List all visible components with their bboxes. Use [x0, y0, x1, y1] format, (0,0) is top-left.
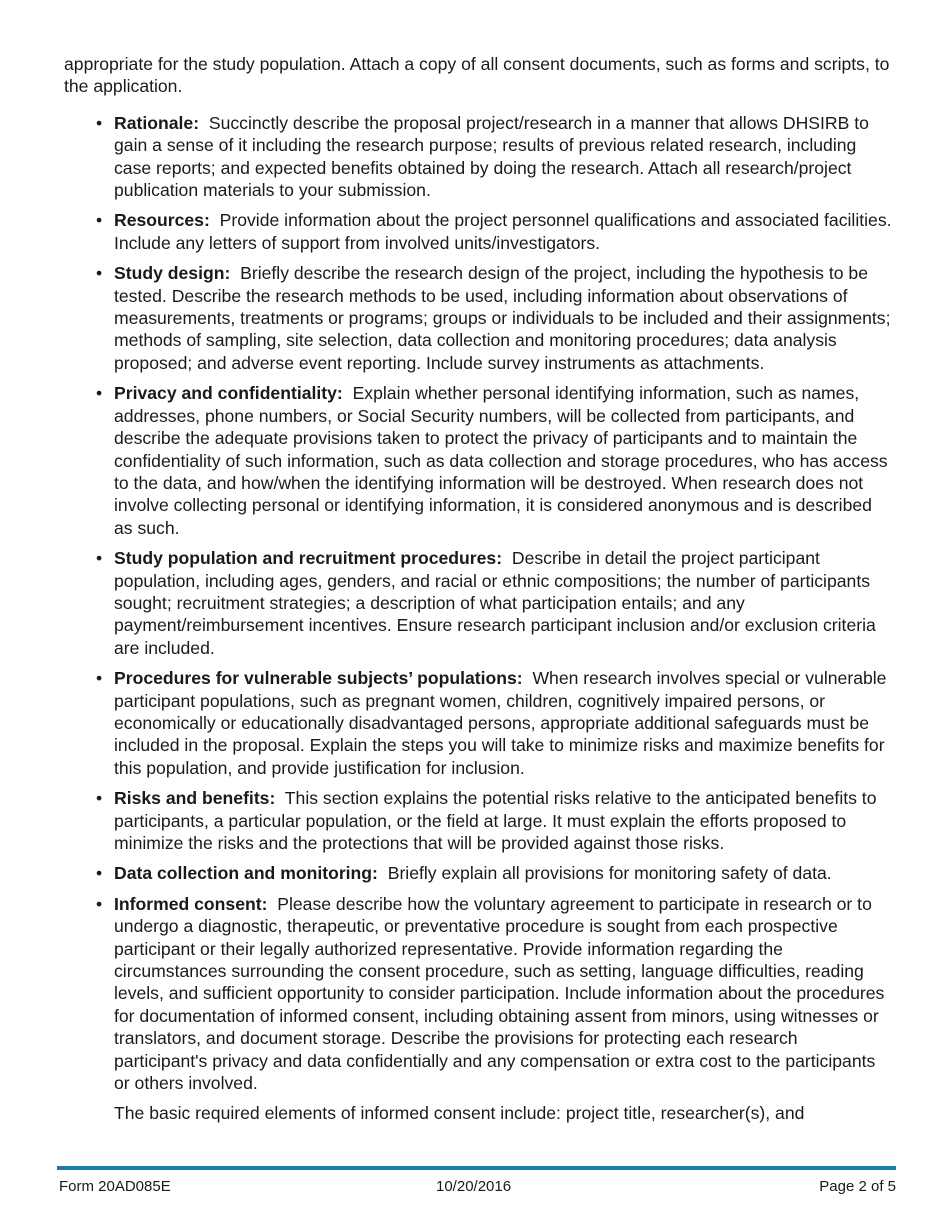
item-term: Procedures for vulnerable subjects’ populations:	[114, 668, 523, 689]
intro-paragraph: appropriate for the study population. Attach a copy of all consent documents, such as forms and scripts, to the application.	[64, 54, 890, 97]
item-term: Informed consent:	[114, 893, 268, 914]
list-item-informed-consent	[114, 893, 894, 1095]
item-term: Study design:	[114, 263, 231, 284]
item-term: Data collection and monitoring:	[114, 863, 378, 884]
list-item-study-population	[114, 547, 894, 659]
list-item-vulnerable-subjects	[114, 667, 894, 779]
list-item-resources	[114, 209, 894, 254]
page-content	[64, 53, 894, 1125]
item-term: Risks and benefits:	[114, 788, 276, 809]
list-item-study-design	[114, 262, 894, 374]
list-item-rationale	[114, 112, 894, 202]
footer-divider	[57, 1166, 896, 1170]
item-term: Study population and recruitment procedures:	[114, 548, 503, 569]
item-text: Briefly explain all provisions for monitoring safety of data.	[387, 863, 832, 884]
item-text: When research involves special or vulnerable participant populations, such as pregnant women, children, cognitively impaired persons, or economically or educationally disadvantaged persons, appropriate additional safeguards must be included in the proposal. Explain the steps you will take to minimize risks and maximize benefits for this population, and provide justification for inclusion.	[114, 668, 887, 778]
footer-form-number: Form 20AD085E	[59, 1178, 171, 1195]
item-text: This section explains the potential risks relative to the anticipated benefits to participants, a particular population, or the field at large. It must explain the efforts proposed to minimize the risks and the protections that will be provided against those risks.	[114, 788, 877, 853]
item-term: Privacy and confidentiality:	[114, 383, 343, 404]
item-text: Briefly describe the research design of the project, including the hypothesis to be tested. Describe the research methods to be used, including information about observations of measurements, treatments or programs; groups or individuals to be included and their assignments; methods of sampling, site selection, data collection and monitoring procedures; data analysis proposed; and adverse event reporting. Include survey instruments as attachments.	[114, 263, 891, 373]
list-item-risks-benefits	[114, 787, 894, 854]
item-text: Please describe how the voluntary agreement to participate in research or to undergo a diagnostic, therapeutic, or preventative procedure is sought from each prospective participant or their legally authorized representative. Provide information regarding the circumstances surrounding the consent procedure, such as setting, language difficulties, reading levels, and sufficient opportunity to consider participation. Include information about the procedures for documentation of informed consent, including obtaining assent from minors, using witnesses or translators, and document storage. Describe the provisions for protecting each research participant's privacy and data confidentially and any compensation or extra cost to the participants or others involved.	[114, 893, 885, 1094]
list-item-privacy	[114, 382, 894, 539]
item-term: Resources:	[114, 210, 210, 231]
footer-page-number: Page 2 of 5	[819, 1178, 896, 1195]
item-text: Succinctly describe the proposal project/research in a manner that allows DHSIRB to gain a sense of it including the research purpose; results of previous related research, including case reports; and expected benefits obtained by doing the research. Attach all research/project publication materials to your submission.	[114, 112, 869, 201]
consent-continuation-paragraph: The basic required elements of informed consent include: project title, researcher(s), and	[114, 1103, 805, 1124]
item-text: Describe in detail the project participant population, including ages, genders, and racial or ethnic compositions; the number of participants sought; recruitment strategies; a description of what participation entails; and any payment/reimbursement incentives. Ensure research participant inclusion and/or exclusion criteria are included.	[114, 548, 876, 658]
item-text: Provide information about the project personnel qualifications and associated facilities. Include any letters of support from involved units/investigators.	[114, 210, 892, 253]
list-item-data-collection	[114, 862, 894, 884]
requirements-list	[64, 112, 894, 1095]
item-text: Explain whether personal identifying information, such as names, addresses, phone numbers, or Social Security numbers, will be collected from participants, and describe the adequate provisions taken to protect the privacy of participants and to maintain the confidentiality of such information, such as data collection and storage procedures, who has access to the data, and how/when the identifying information will be destroyed. When research does not involve collecting personal or identifying information, it is considered anonymous and is described as such.	[114, 383, 888, 538]
footer-date: 10/20/2016	[436, 1178, 512, 1195]
item-term: Rationale:	[114, 112, 200, 133]
